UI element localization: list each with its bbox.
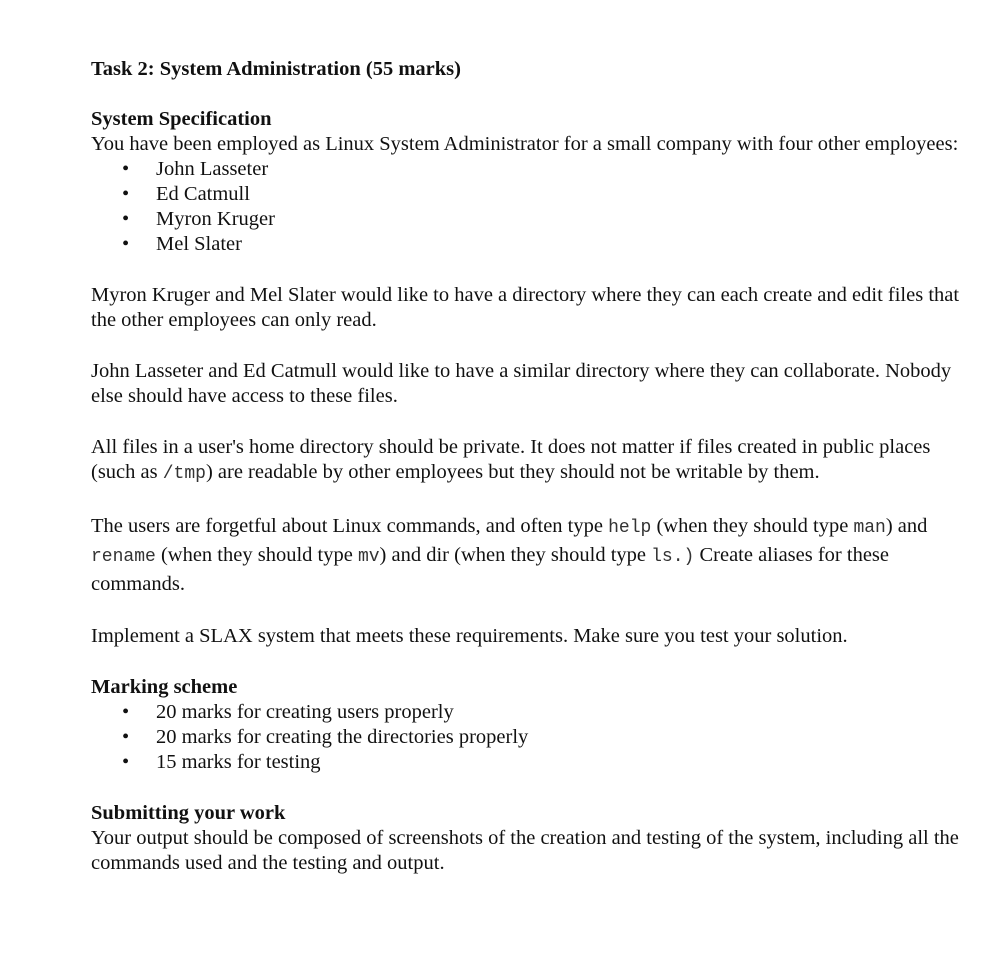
document-page <box>91 57 971 876</box>
system-specification-section <box>91 107 971 257</box>
list-item: • Ed Catmull <box>91 182 971 207</box>
requirement-paragraph-aliases <box>91 513 971 598</box>
list-item: • 20 marks for creating the directories properly <box>91 725 971 750</box>
employee-list <box>91 157 971 257</box>
marking-scheme-heading: Marking scheme <box>91 676 238 698</box>
implementation-paragraph: Implement a SLAX system that meets these requirements. Make sure you test your solution. <box>91 625 848 647</box>
alias-text-5: ) and dir (when they should type <box>379 544 652 566</box>
list-item: • John Lasseter <box>91 157 971 182</box>
system-specification-heading: System Specification <box>91 108 272 130</box>
list-item: • Mel Slater <box>91 232 971 257</box>
list-item: • 15 marks for testing <box>91 750 971 775</box>
requirement-paragraph-privacy <box>91 435 971 487</box>
tmp-code: /tmp <box>162 464 206 484</box>
ls-code: ls.) <box>651 547 695 567</box>
submission-heading: Submitting your work <box>91 802 286 824</box>
mv-code: mv <box>357 547 380 567</box>
requirement-paragraph-shared-dir: Myron Kruger and Mel Slater would like to have a directory where they can each create and edit files that the other employees can only read. <box>91 284 960 331</box>
alias-text-2: (when they should type <box>651 515 854 537</box>
privacy-text-1: All files in a user's home directory should be private. It does not matter if files created in public places (such as <box>91 436 931 483</box>
alias-text-6: Create aliases for these commands. <box>91 544 890 595</box>
list-item: • Myron Kruger <box>91 207 971 232</box>
submission-text: Your output should be composed of screenshots of the creation and testing of the system, including all the commands used and the testing and output. <box>91 827 959 874</box>
task-title: Task 2: System Administration (55 marks) <box>91 58 461 80</box>
requirement-paragraph-collab-dir: John Lasseter and Ed Catmull would like to have a similar directory where they can collaborate. Nobody else should have access to these files. <box>91 360 952 407</box>
alias-text-4: (when they should type <box>155 544 358 566</box>
alias-text-1: The users are forgetful about Linux commands, and often type <box>91 515 609 537</box>
privacy-text-2: ) are readable by other employees but they should not be writable by them. <box>205 461 820 483</box>
rename-code: rename <box>91 547 156 567</box>
man-code: man <box>853 518 886 538</box>
list-item: • 20 marks for creating users properly <box>91 700 971 725</box>
alias-text-3: ) and <box>885 515 928 537</box>
spec-intro: You have been employed as Linux System Administrator for a small company with four other employees: <box>91 133 959 155</box>
submission-section <box>91 801 971 876</box>
marking-list <box>91 700 971 775</box>
marking-scheme-section <box>91 675 971 775</box>
help-code: help <box>608 518 652 538</box>
